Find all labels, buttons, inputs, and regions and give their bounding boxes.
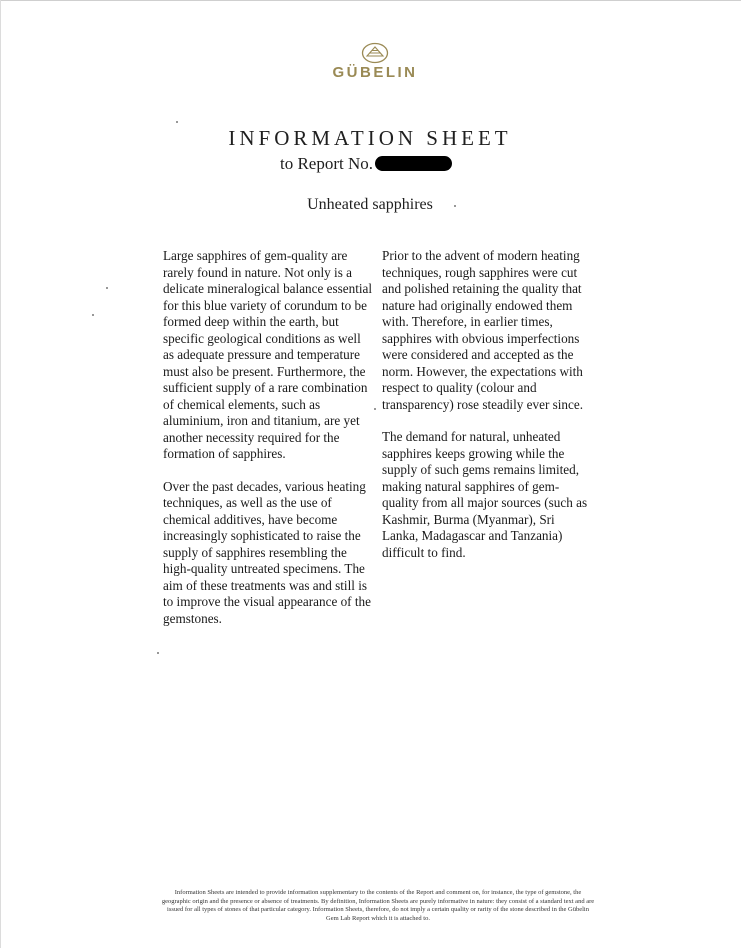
paragraph: Large sapphires of gem-quality are rarely found in nature. Not only is a delicate mineralogical balance essential for this blue variety of corundum to be formed deep within the earth, but specific geological conditions as well as adequate pressure and temperature must also be present. Furthermore, the sufficient supply of a rare combination of chemical elements, such as aluminium, iron and titanium, are yet another necessity required for the formation of sapphires.: [163, 248, 373, 461]
report-number-line: [280, 154, 500, 174]
scan-speck: [374, 408, 376, 410]
scan-edge-top: [0, 0, 741, 1]
scan-speck: [454, 205, 456, 207]
paragraph: The demand for natural, unheated sapphires keeps growing while the supply of such gems remains limited, making natural sapphires of gem-quality from all major sources (such as Kashmir, Burma (Myanmar), Sri Lanka, Madagascar and Tanzania) difficult to find.: [382, 429, 588, 560]
scan-speck: [176, 121, 178, 123]
redacted-report-number: [375, 156, 452, 171]
gubelin-logo-icon: [361, 42, 389, 64]
paragraph: Prior to the advent of modern heating techniques, rough sapphires were cut and polished retaining the quality that nature had originally endowed them with. Therefore, in earlier times, sapphires with obvious imperfections were considered and accepted as the norm. However, the expectations with respect to quality (colour and transparency) rose steadily ever since.: [382, 248, 584, 412]
right-column: [382, 248, 592, 577]
document-subtitle: Unheated sapphires: [307, 196, 433, 213]
scan-speck: [106, 287, 108, 289]
scan-speck: [92, 314, 94, 316]
page-title: INFORMATION SHEET: [228, 126, 512, 150]
scan-speck: [157, 652, 159, 654]
paragraph: Over the past decades, various heating techniques, as well as the use of chemical additives, have become increasingly sophisticated to raise the supply of sapphires resembling the high-quality untreated specimens. The aim of these treatments was and still is to improve the visual appearance of the gemstones.: [163, 478, 371, 626]
brand-logo-text: GÜBELIN: [332, 64, 418, 81]
disclaimer-footnote: Information Sheets are intended to provide information supplementary to the contents of the Report and comment on, for instance, the type of gemstone, the geographic origin and the presence or absence of treatments. By definition, Information Sheets are purely informative in nature: they consist of a standard text and are issued for all types of stones of that particular category. Information Sheets, therefore, do not imply a certain quality or rarity of the stone described in the Gübelin Gem Lab Report which it is attached to.: [161, 889, 595, 922]
left-column: [163, 248, 373, 643]
report-label: to Report No.: [280, 154, 374, 173]
scan-edge-left: [0, 0, 1, 948]
